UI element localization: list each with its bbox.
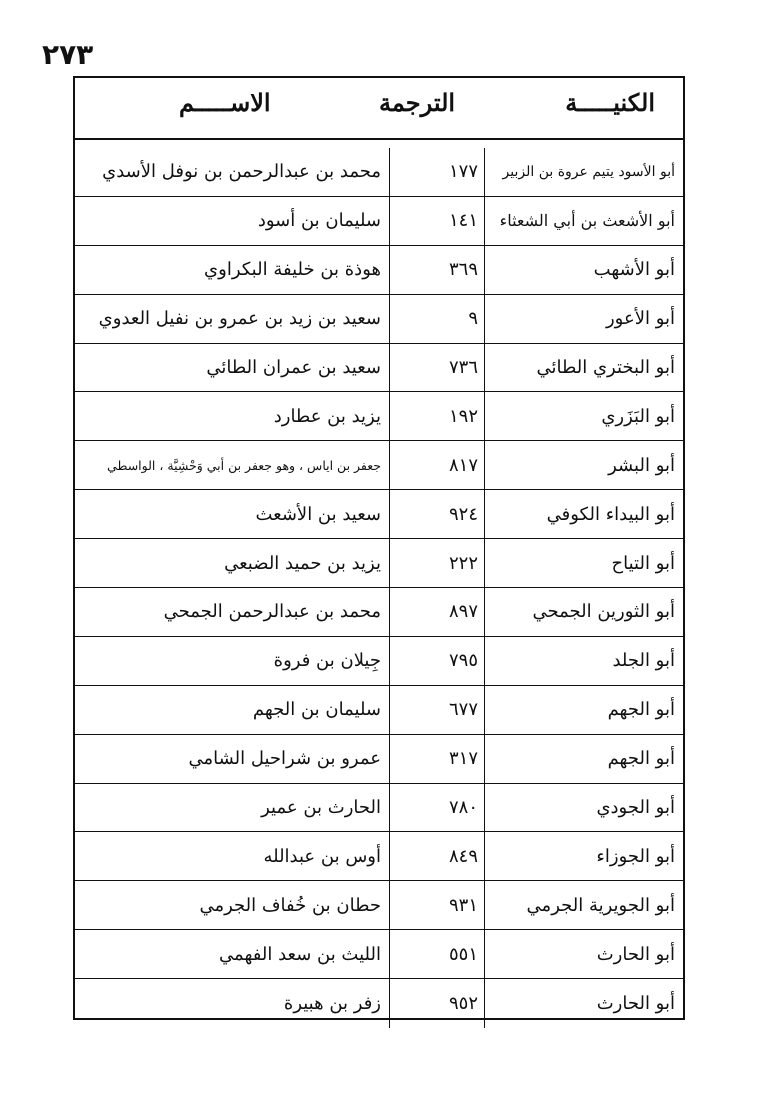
name-cell: يزيد بن حميد الضبعي bbox=[224, 552, 381, 574]
kunya-table bbox=[73, 76, 685, 1020]
table-row bbox=[75, 344, 683, 393]
table-row bbox=[75, 735, 683, 784]
kunya-cell: أبو الأشهب bbox=[593, 259, 675, 281]
name-cell: الحارث بن عمير bbox=[261, 797, 381, 819]
tarjama-number-cell: ٩٣١ bbox=[389, 881, 485, 929]
table-row bbox=[75, 832, 683, 881]
tarjama-number-cell: ٧٨٠ bbox=[389, 784, 485, 832]
kunya-cell: أبو الحارث bbox=[596, 943, 675, 965]
name-cell: محمد بن عبدالرحمن الجمحي bbox=[163, 601, 381, 623]
table-header bbox=[75, 78, 683, 140]
name-cell: سليمان بن أسود bbox=[257, 210, 381, 232]
name-cell: الليث بن سعد الفهمي bbox=[219, 943, 381, 965]
kunya-cell: أبو البيداء الكوفي bbox=[546, 503, 675, 525]
kunya-cell: أبو الجهم bbox=[607, 699, 675, 721]
table-row bbox=[75, 441, 683, 490]
table-row bbox=[75, 490, 683, 539]
tarjama-number-cell: ٧٣٦ bbox=[389, 344, 485, 392]
table-row bbox=[75, 930, 683, 979]
tarjama-number-cell: ٨١٧ bbox=[389, 441, 485, 489]
table-row bbox=[75, 148, 683, 197]
table-row bbox=[75, 686, 683, 735]
tarjama-number-cell: ٣٦٩ bbox=[389, 246, 485, 294]
page-number: ٢٧٣ bbox=[42, 38, 94, 71]
tarjama-number-cell: ٥٥١ bbox=[389, 930, 485, 978]
name-cell: زفر بن هبيرة bbox=[283, 993, 381, 1015]
kunya-cell: أبو البختري الطائي bbox=[536, 357, 675, 378]
header-tarjama: الترجمة bbox=[379, 88, 456, 117]
header-ism: الاســـــم bbox=[179, 88, 271, 117]
tarjama-number-cell: ٧٩٥ bbox=[389, 637, 485, 685]
tarjama-number-cell: ٨٩٧ bbox=[389, 588, 485, 636]
table-row bbox=[75, 637, 683, 686]
table-body bbox=[75, 148, 683, 1028]
table-row bbox=[75, 295, 683, 344]
header-kunya: الكنيـــــة bbox=[565, 88, 655, 117]
table-row bbox=[75, 539, 683, 588]
name-cell: محمد بن عبدالرحمن بن نوفل الأسدي bbox=[102, 161, 381, 183]
tarjama-number-cell: ١٩٢ bbox=[389, 392, 485, 440]
table-row bbox=[75, 246, 683, 295]
tarjama-number-cell: ٩٢٤ bbox=[389, 490, 485, 538]
table-row bbox=[75, 588, 683, 637]
name-cell: سليمان بن الجهم bbox=[252, 699, 381, 721]
kunya-cell: أبو الثورين الجمحي bbox=[532, 601, 675, 623]
tarjama-number-cell: ١٤١ bbox=[389, 197, 485, 245]
kunya-cell: أبو الجودي bbox=[596, 797, 675, 819]
table-row bbox=[75, 881, 683, 930]
kunya-cell: أبو البَزَري bbox=[601, 405, 675, 427]
name-cell: سعيد بن زيد بن عمرو بن نفيل العدوي bbox=[98, 308, 381, 330]
tarjama-number-cell: ٣١٧ bbox=[389, 735, 485, 783]
kunya-cell: أبو الأسود يتيم عروة بن الزبير bbox=[502, 163, 675, 180]
kunya-cell: أبو الجوزاء bbox=[596, 845, 675, 867]
table-row bbox=[75, 784, 683, 833]
tarjama-number-cell: ١٧٧ bbox=[389, 148, 485, 196]
tarjama-number-cell: ٩٥٢ bbox=[389, 979, 485, 1028]
name-cell: سعيد بن عمران الطائي bbox=[206, 357, 381, 378]
tarjama-number-cell: ٢٢٢ bbox=[389, 539, 485, 587]
name-cell: عمرو بن شراحيل الشامي bbox=[188, 748, 381, 770]
name-cell: جِيلان بن فروة bbox=[273, 650, 381, 672]
kunya-cell: أبو الأشعث بن أبي الشعثاء bbox=[499, 211, 675, 231]
name-cell: جعفر بن اياس ، وهو جعفر بن أبي وَحْشِيَّة ، الواسطي bbox=[107, 457, 381, 473]
kunya-cell: أبو البشر bbox=[608, 454, 675, 476]
table-row bbox=[75, 979, 683, 1028]
kunya-cell: أبو التياح bbox=[611, 552, 675, 574]
tarjama-number-cell: ٦٧٧ bbox=[389, 686, 485, 734]
kunya-cell: أبو الجويرية الجرمي bbox=[526, 894, 675, 916]
tarjama-number-cell: ٩ bbox=[389, 295, 485, 343]
table-row bbox=[75, 392, 683, 441]
name-cell: أوس بن عبدالله bbox=[263, 845, 381, 867]
kunya-cell: أبو الجهم bbox=[607, 748, 675, 770]
kunya-cell: أبو الجلد bbox=[612, 650, 675, 672]
kunya-cell: أبو الأعور bbox=[605, 308, 675, 330]
name-cell: هوذة بن خليفة البكراوي bbox=[204, 259, 381, 281]
name-cell: يزيد بن عطارد bbox=[273, 405, 381, 427]
kunya-cell: أبو الحارث bbox=[596, 993, 675, 1015]
name-cell: حطان بن خُفاف الجرمي bbox=[199, 894, 381, 916]
tarjama-number-cell: ٨٤٩ bbox=[389, 832, 485, 880]
table-row bbox=[75, 197, 683, 246]
name-cell: سعيد بن الأشعث bbox=[255, 503, 381, 525]
